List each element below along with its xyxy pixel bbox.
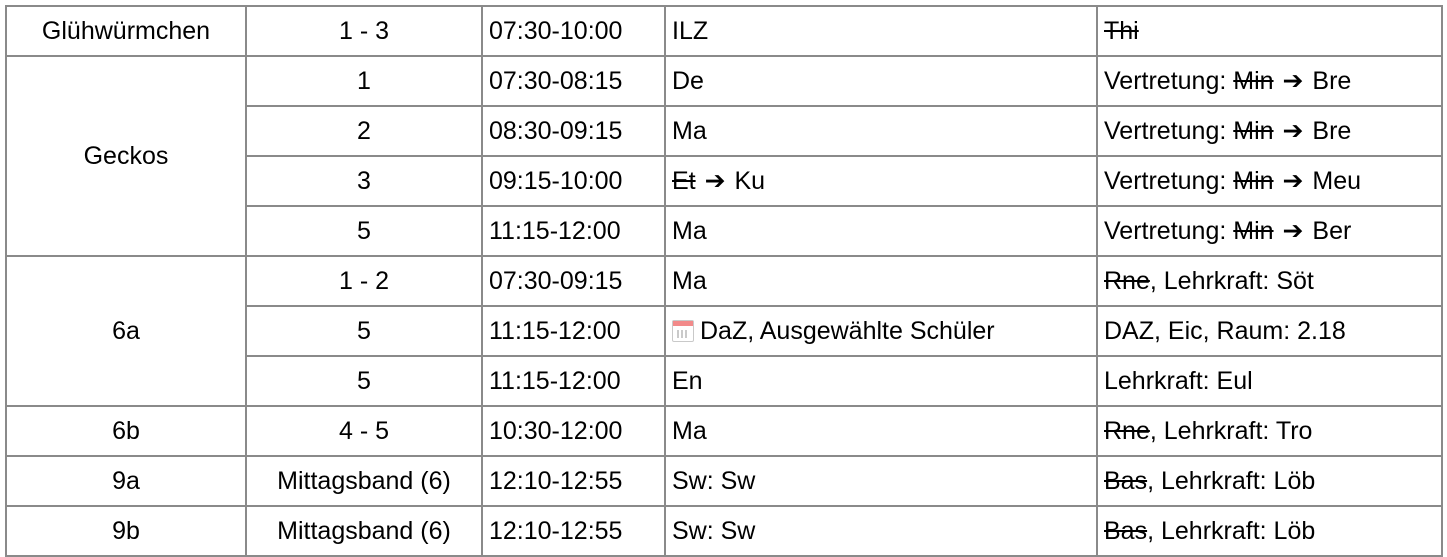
cancelled-teacher: Thi: [1104, 16, 1139, 45]
period-cell: 1 - 2: [246, 256, 482, 306]
class-cell: 6a: [6, 256, 246, 406]
substitute-subject: Ku: [727, 167, 766, 195]
arrow-icon: ➔: [1282, 167, 1304, 195]
time-cell: 09:15-10:00: [482, 156, 665, 206]
period-cell: 3: [246, 156, 482, 206]
cancelled-teacher: Min: [1233, 167, 1274, 195]
subject-cell: De: [665, 56, 1097, 106]
info-rest: , Lehrkraft: Löb: [1147, 516, 1316, 545]
time-cell: 10:30-12:00: [482, 406, 665, 456]
cancelled-teacher: Min: [1233, 217, 1274, 245]
cancelled-teacher: Bas: [1104, 516, 1148, 545]
subject-cell: ILZ: [665, 6, 1097, 56]
substitute-teacher: Bre: [1305, 117, 1352, 145]
info-cell: [1097, 406, 1442, 456]
class-cell: Geckos: [6, 56, 246, 256]
table-row: [6, 56, 1442, 106]
info-rest: , Lehrkraft: Tro: [1149, 416, 1313, 445]
class-cell: 9a: [6, 456, 246, 506]
period-cell: 2: [246, 106, 482, 156]
time-cell: 07:30-08:15: [482, 56, 665, 106]
time-cell: 07:30-09:15: [482, 256, 665, 306]
subject-cell: Ma: [665, 256, 1097, 306]
subject-cell[interactable]: [665, 306, 1097, 356]
time-cell: 11:15-12:00: [482, 206, 665, 256]
info-prefix: Vertretung:: [1104, 167, 1234, 195]
info-rest: , Lehrkraft: Söt: [1149, 266, 1314, 295]
info-cell: [1097, 6, 1442, 56]
info-cell: [1097, 156, 1442, 206]
info-prefix: Vertretung:: [1104, 67, 1234, 95]
period-cell: 1 - 3: [246, 6, 482, 56]
time-cell: 12:10-12:55: [482, 456, 665, 506]
subject-cell: Sw: Sw: [665, 456, 1097, 506]
info-rest: , Lehrkraft: Löb: [1147, 466, 1316, 495]
subject-cell: Ma: [665, 406, 1097, 456]
info-cell: [1097, 56, 1442, 106]
cancelled-teacher: Min: [1233, 67, 1274, 95]
cancelled-teacher: Bas: [1104, 466, 1148, 495]
info-cell: DAZ, Eic, Raum: 2.18: [1097, 306, 1442, 356]
class-cell: 6b: [6, 406, 246, 456]
substitute-teacher: Bre: [1305, 67, 1352, 95]
info-prefix: Vertretung:: [1104, 117, 1234, 145]
time-cell: 07:30-10:00: [482, 6, 665, 56]
substitute-teacher: Ber: [1305, 217, 1352, 245]
info-prefix: Vertretung:: [1104, 217, 1234, 245]
subject-cell: Ma: [665, 206, 1097, 256]
time-cell: 12:10-12:55: [482, 506, 665, 556]
period-cell: 4 - 5: [246, 406, 482, 456]
cancelled-teacher: Rne: [1104, 266, 1150, 295]
table-row: [6, 456, 1442, 506]
arrow-icon: ➔: [704, 167, 726, 195]
period-cell: 5: [246, 306, 482, 356]
subject-cell: Ma: [665, 106, 1097, 156]
info-cell: Lehrkraft: Eul: [1097, 356, 1442, 406]
subject-cell: En: [665, 356, 1097, 406]
time-cell: 08:30-09:15: [482, 106, 665, 156]
arrow-icon: ➔: [1282, 67, 1304, 95]
table-row: [6, 406, 1442, 456]
cancelled-teacher: Rne: [1104, 416, 1150, 445]
table-row: [6, 256, 1442, 306]
period-cell: 1: [246, 56, 482, 106]
arrow-icon: ➔: [1282, 217, 1304, 245]
cancelled-teacher: Min: [1233, 117, 1274, 145]
time-cell: 11:15-12:00: [482, 356, 665, 406]
time-cell: 11:15-12:00: [482, 306, 665, 356]
period-cell: Mittagsband (6): [246, 506, 482, 556]
class-cell: 9b: [6, 506, 246, 556]
class-cell: Glühwürmchen: [6, 6, 246, 56]
substitution-plan-table: [5, 5, 1443, 557]
period-cell: 5: [246, 206, 482, 256]
info-cell: [1097, 106, 1442, 156]
arrow-icon: ➔: [1282, 117, 1304, 145]
subject-cell: Sw: Sw: [665, 506, 1097, 556]
info-cell: [1097, 456, 1442, 506]
subject-cell: [665, 156, 1097, 206]
table-row: [6, 6, 1442, 56]
cancelled-subject: Et: [672, 167, 696, 195]
info-cell: [1097, 206, 1442, 256]
period-cell: Mittagsband (6): [246, 456, 482, 506]
substitute-teacher: Meu: [1305, 167, 1362, 195]
period-cell: 5: [246, 356, 482, 406]
calendar-icon[interactable]: [672, 320, 694, 342]
info-cell: [1097, 256, 1442, 306]
subject-text: DaZ, Ausgewählte Schüler: [700, 316, 995, 345]
